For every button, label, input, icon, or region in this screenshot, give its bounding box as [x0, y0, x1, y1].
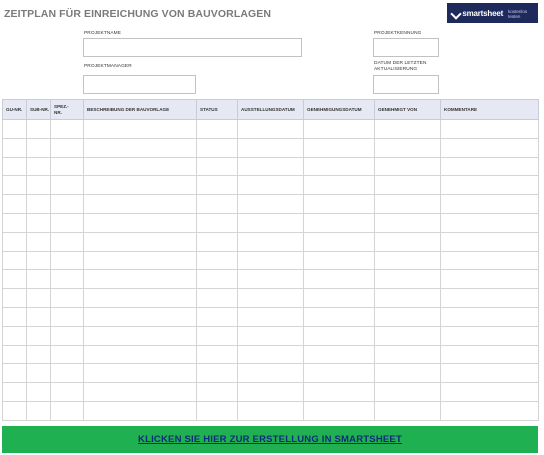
table-cell[interactable]	[3, 157, 27, 176]
table-cell[interactable]	[304, 195, 375, 214]
column-header: GENEHMIGUNGSDATUM	[304, 100, 375, 120]
table-cell[interactable]	[304, 270, 375, 289]
table-cell[interactable]	[304, 326, 375, 345]
table-cell[interactable]	[304, 138, 375, 157]
table-cell[interactable]	[3, 364, 27, 383]
table-row	[3, 195, 539, 214]
table-cell[interactable]	[27, 157, 51, 176]
table-row	[3, 270, 539, 289]
table-cell[interactable]	[27, 213, 51, 232]
table-cell[interactable]	[304, 307, 375, 326]
table-cell[interactable]	[375, 307, 441, 326]
table-cell[interactable]	[238, 326, 304, 345]
table-cell[interactable]	[84, 364, 197, 383]
table-cell[interactable]	[375, 326, 441, 345]
table-cell[interactable]	[304, 383, 375, 402]
create-in-smartsheet-link[interactable]: KLICKEN SIE HIER ZUR ERSTELLUNG IN SMARTSHEET	[138, 434, 402, 445]
table-row	[3, 157, 539, 176]
table-row	[3, 120, 539, 139]
table-cell[interactable]	[51, 383, 84, 402]
table-cell[interactable]	[3, 213, 27, 232]
table-cell[interactable]	[197, 345, 238, 364]
table-cell[interactable]	[238, 345, 304, 364]
table-cell[interactable]	[84, 401, 197, 420]
table-cell[interactable]	[197, 120, 238, 139]
table-cell[interactable]	[84, 345, 197, 364]
table-row	[3, 251, 539, 270]
table-cell[interactable]	[51, 364, 84, 383]
table-cell[interactable]	[27, 345, 51, 364]
table-cell[interactable]	[238, 270, 304, 289]
table-cell[interactable]	[27, 138, 51, 157]
table-cell[interactable]	[3, 270, 27, 289]
table-cell[interactable]	[84, 307, 197, 326]
table-cell[interactable]	[3, 176, 27, 195]
table-cell[interactable]	[51, 270, 84, 289]
page-title: ZEITPLAN FÜR EINREICHUNG VON BAUVORLAGEN	[4, 8, 272, 20]
table-cell[interactable]	[27, 270, 51, 289]
table-cell[interactable]	[27, 364, 51, 383]
table-row	[3, 213, 539, 232]
table-cell[interactable]	[441, 176, 539, 195]
project-manager-field[interactable]	[83, 75, 196, 94]
column-header: STATUS	[197, 100, 238, 120]
table-cell[interactable]	[238, 195, 304, 214]
column-header: SUB-NR.	[27, 100, 51, 120]
table-cell[interactable]	[3, 232, 27, 251]
table-cell[interactable]	[84, 195, 197, 214]
table-cell[interactable]	[197, 364, 238, 383]
table-cell[interactable]	[51, 326, 84, 345]
table-cell[interactable]	[51, 213, 84, 232]
table-cell[interactable]	[51, 307, 84, 326]
table-cell[interactable]	[197, 270, 238, 289]
table-cell[interactable]	[197, 232, 238, 251]
table-cell[interactable]	[441, 345, 539, 364]
table-cell[interactable]	[51, 138, 84, 157]
project-name-field[interactable]	[83, 38, 302, 57]
table-cell[interactable]	[27, 176, 51, 195]
last-updated-field[interactable]	[373, 75, 439, 94]
table-cell[interactable]	[304, 120, 375, 139]
table-cell[interactable]	[375, 232, 441, 251]
table-cell[interactable]	[84, 120, 197, 139]
table-cell[interactable]	[84, 176, 197, 195]
table-cell[interactable]	[375, 270, 441, 289]
table-cell[interactable]	[238, 251, 304, 270]
table-cell[interactable]	[441, 326, 539, 345]
table-cell[interactable]	[375, 176, 441, 195]
table-cell[interactable]	[197, 195, 238, 214]
table-cell[interactable]	[84, 138, 197, 157]
table-cell[interactable]	[441, 195, 539, 214]
table-cell[interactable]	[441, 120, 539, 139]
table-cell[interactable]	[304, 232, 375, 251]
column-header: KOMMENTARE	[441, 100, 539, 120]
table-cell[interactable]	[375, 345, 441, 364]
logo-subtitle: kostenlos testen	[508, 8, 528, 19]
table-cell[interactable]	[238, 383, 304, 402]
table-cell[interactable]	[27, 401, 51, 420]
table-cell[interactable]	[51, 176, 84, 195]
table-cell[interactable]	[27, 326, 51, 345]
table-cell[interactable]	[3, 120, 27, 139]
table-cell[interactable]	[84, 232, 197, 251]
table-cell[interactable]	[3, 326, 27, 345]
table-cell[interactable]	[197, 138, 238, 157]
table-cell[interactable]	[27, 195, 51, 214]
last-updated-label: DATUM DER LETZTEN AKTUALISIERUNG	[374, 61, 427, 72]
table-cell[interactable]	[441, 383, 539, 402]
table-cell[interactable]	[375, 364, 441, 383]
table-cell[interactable]	[3, 401, 27, 420]
table-cell[interactable]	[441, 251, 539, 270]
table-cell[interactable]	[304, 251, 375, 270]
table-cell[interactable]	[441, 289, 539, 308]
table-cell[interactable]	[51, 157, 84, 176]
table-cell[interactable]	[3, 307, 27, 326]
table-cell[interactable]	[3, 251, 27, 270]
table-cell[interactable]	[441, 213, 539, 232]
table-cell[interactable]	[441, 138, 539, 157]
table-cell[interactable]	[441, 232, 539, 251]
table-cell[interactable]	[84, 251, 197, 270]
table-cell[interactable]	[441, 307, 539, 326]
table-header-row	[3, 100, 539, 120]
submittal-table	[2, 99, 539, 421]
table-row	[3, 401, 539, 420]
table-cell[interactable]	[27, 232, 51, 251]
table-row	[3, 232, 539, 251]
table-cell[interactable]	[304, 157, 375, 176]
table-cell[interactable]	[197, 251, 238, 270]
column-header: SPEZ.- NR.	[51, 100, 84, 120]
table-row	[3, 326, 539, 345]
table-cell[interactable]	[27, 251, 51, 270]
table-cell[interactable]	[84, 157, 197, 176]
table-cell[interactable]	[197, 157, 238, 176]
table-cell[interactable]	[304, 289, 375, 308]
table-cell[interactable]	[375, 120, 441, 139]
table-cell[interactable]	[197, 401, 238, 420]
table-cell[interactable]	[84, 213, 197, 232]
table-cell[interactable]	[3, 195, 27, 214]
table-cell[interactable]	[375, 157, 441, 176]
table-cell[interactable]	[197, 326, 238, 345]
project-name-label: PROJEKTNAME	[84, 31, 122, 36]
table-cell[interactable]	[238, 232, 304, 251]
table-cell[interactable]	[3, 345, 27, 364]
table-cell[interactable]	[197, 213, 238, 232]
table-cell[interactable]	[51, 251, 84, 270]
table-row	[3, 383, 539, 402]
table-cell[interactable]	[304, 176, 375, 195]
table-cell[interactable]	[27, 307, 51, 326]
table-cell[interactable]	[27, 120, 51, 139]
table-cell[interactable]	[375, 213, 441, 232]
table-cell[interactable]	[238, 364, 304, 383]
table-cell[interactable]	[375, 401, 441, 420]
table-cell[interactable]	[238, 401, 304, 420]
table-cell[interactable]	[238, 289, 304, 308]
table-cell[interactable]	[375, 383, 441, 402]
table-cell[interactable]	[375, 289, 441, 308]
project-id-field[interactable]	[373, 38, 439, 57]
table-cell[interactable]	[51, 120, 84, 139]
table-row	[3, 364, 539, 383]
table-cell[interactable]	[238, 307, 304, 326]
table-cell[interactable]	[375, 195, 441, 214]
table-cell[interactable]	[51, 401, 84, 420]
table-row	[3, 307, 539, 326]
table-cell[interactable]	[197, 289, 238, 308]
logo-wordmark: smartsheet	[462, 8, 504, 18]
table-cell[interactable]	[375, 138, 441, 157]
table-cell[interactable]	[238, 138, 304, 157]
table-cell[interactable]	[238, 176, 304, 195]
table-cell[interactable]	[304, 364, 375, 383]
table-cell[interactable]	[51, 289, 84, 308]
table-row	[3, 176, 539, 195]
table-cell[interactable]	[51, 345, 84, 364]
table-row	[3, 138, 539, 157]
column-header: GENEHMIGT VON	[375, 100, 441, 120]
table-cell[interactable]	[441, 270, 539, 289]
table-cell[interactable]	[3, 383, 27, 402]
table-cell[interactable]	[84, 383, 197, 402]
table-cell[interactable]	[3, 138, 27, 157]
column-header: BESCHREIBUNG DER BAUVORLAGE	[84, 100, 197, 120]
create-in-smartsheet-banner[interactable]	[2, 426, 538, 453]
table-row	[3, 345, 539, 364]
table-cell[interactable]	[441, 364, 539, 383]
table-cell[interactable]	[51, 195, 84, 214]
table-cell[interactable]	[304, 213, 375, 232]
table-cell[interactable]	[27, 289, 51, 308]
checkmark-icon	[452, 9, 459, 17]
project-manager-label: PROJEKTMANAGER	[84, 64, 132, 69]
table-cell[interactable]	[238, 213, 304, 232]
table-cell[interactable]	[84, 326, 197, 345]
table-row	[3, 289, 539, 308]
table-cell[interactable]	[375, 251, 441, 270]
table-cell[interactable]	[238, 157, 304, 176]
table-cell[interactable]	[238, 120, 304, 139]
project-id-label: PROJEKTKENNUNG	[374, 31, 422, 36]
column-header: AUSSTELLUNGSDATUM	[238, 100, 304, 120]
table-cell[interactable]	[3, 289, 27, 308]
table-cell[interactable]	[197, 383, 238, 402]
table-cell[interactable]	[441, 401, 539, 420]
table-cell[interactable]	[51, 232, 84, 251]
table-cell[interactable]	[197, 176, 238, 195]
table-cell[interactable]	[84, 289, 197, 308]
table-cell[interactable]	[304, 401, 375, 420]
column-header: GU-NR.	[3, 100, 27, 120]
smartsheet-logo-button[interactable]	[447, 3, 538, 23]
table-cell[interactable]	[441, 157, 539, 176]
table-cell[interactable]	[27, 383, 51, 402]
table-cell[interactable]	[304, 345, 375, 364]
table-cell[interactable]	[84, 270, 197, 289]
table-cell[interactable]	[197, 307, 238, 326]
